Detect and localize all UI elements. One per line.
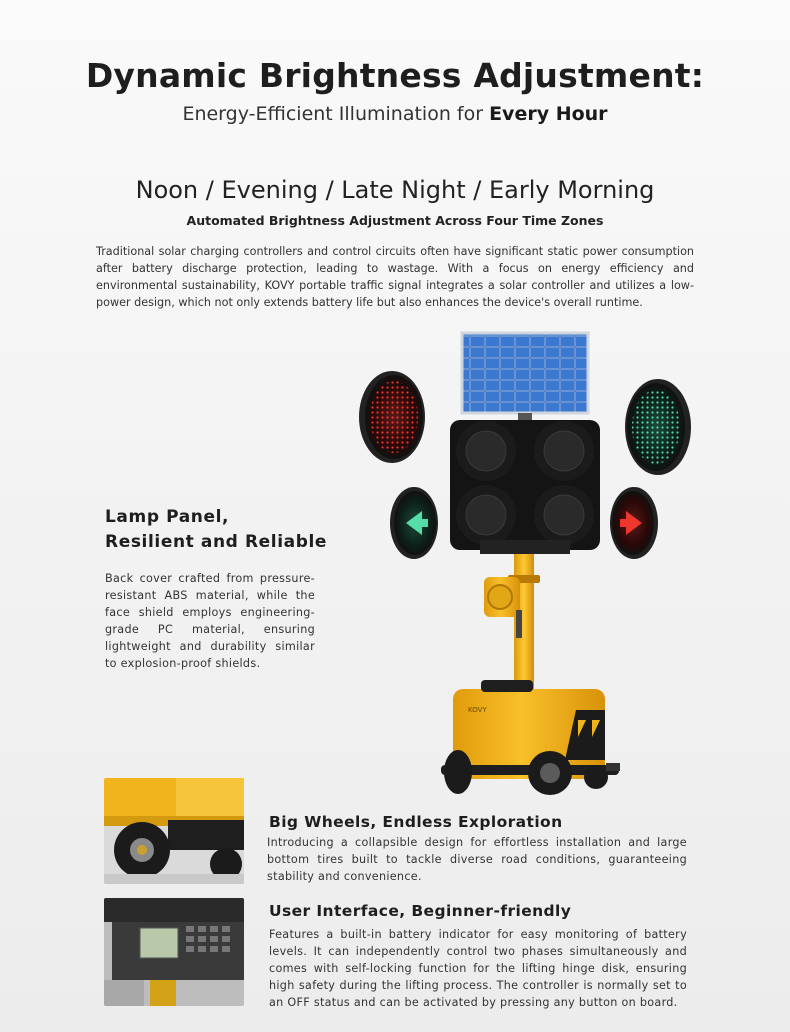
- green-lamp-top-right: [625, 379, 691, 475]
- big-wheels-photo: [104, 778, 244, 884]
- lifting-hinge: [484, 577, 522, 638]
- green-arrow-lamp-left: [390, 487, 438, 559]
- big-wheels-heading: Big Wheels, Endless Exploration: [269, 813, 563, 831]
- telescopic-pole: [484, 554, 540, 689]
- intro-paragraph: Traditional solar charging controllers and control circuits often have significant static power consumption after battery discharge protection, leading to wastage. With a focus on energy efficiency and environmental sustainability, KOVY portable traffic signal integrates a solar controller and utilizes a low-power design, which not only extends battery life but also enhances the device's overall runtime.: [96, 245, 694, 309]
- control-panel-photo: [104, 898, 244, 1006]
- lamp-panel-heading-line1: Lamp Panel,: [105, 507, 230, 527]
- red-arrow-lamp-right: [610, 487, 658, 559]
- red-lamp-top-left: [359, 371, 425, 463]
- page-subtitle: [0, 103, 790, 125]
- signal-head: [450, 420, 600, 554]
- user-interface-heading: User Interface, Beginner-friendly: [269, 902, 572, 920]
- subtitle-prefix: Energy-Efficient Illumination for: [182, 103, 490, 125]
- user-interface-paragraph: Features a built-in battery indicator for easy monitoring of battery levels. It can independently control two phases simultaneously and comes with self-locking function for the lifting hinge disk, ensuring high safety during the lifting process. The controller is normally set to an OFF status and can be activated by pressing any button on board.: [269, 928, 687, 1009]
- page-title: Dynamic Brightness Adjustment:: [85, 56, 705, 95]
- lamp-panel-paragraph: Back cover crafted from pressure-resistant ABS material, while the face shield employs engineering-grade PC material, ensuring lightweight and durability similar to explosion-proof shields.: [105, 572, 315, 670]
- traffic-signal-product-image: [350, 325, 700, 805]
- time-zones-subheading: Automated Brightness Adjustment Across Four Time Zones: [186, 213, 604, 228]
- big-wheels-paragraph: Introducing a collapsible design for effortless installation and large bottom tires built to tackle diverse road conditions, guaranteeing stability and convenience.: [267, 836, 687, 883]
- product-brand-label: KOVY: [468, 706, 487, 714]
- lamp-panel-heading: [105, 505, 335, 555]
- lamp-panel-heading-line2: Resilient and Reliable: [105, 532, 328, 552]
- solar-panel: [462, 333, 588, 423]
- subtitle-emphasis: Every Hour: [489, 103, 608, 125]
- time-zones-heading: Noon / Evening / Late Night / Early Morning: [135, 176, 655, 204]
